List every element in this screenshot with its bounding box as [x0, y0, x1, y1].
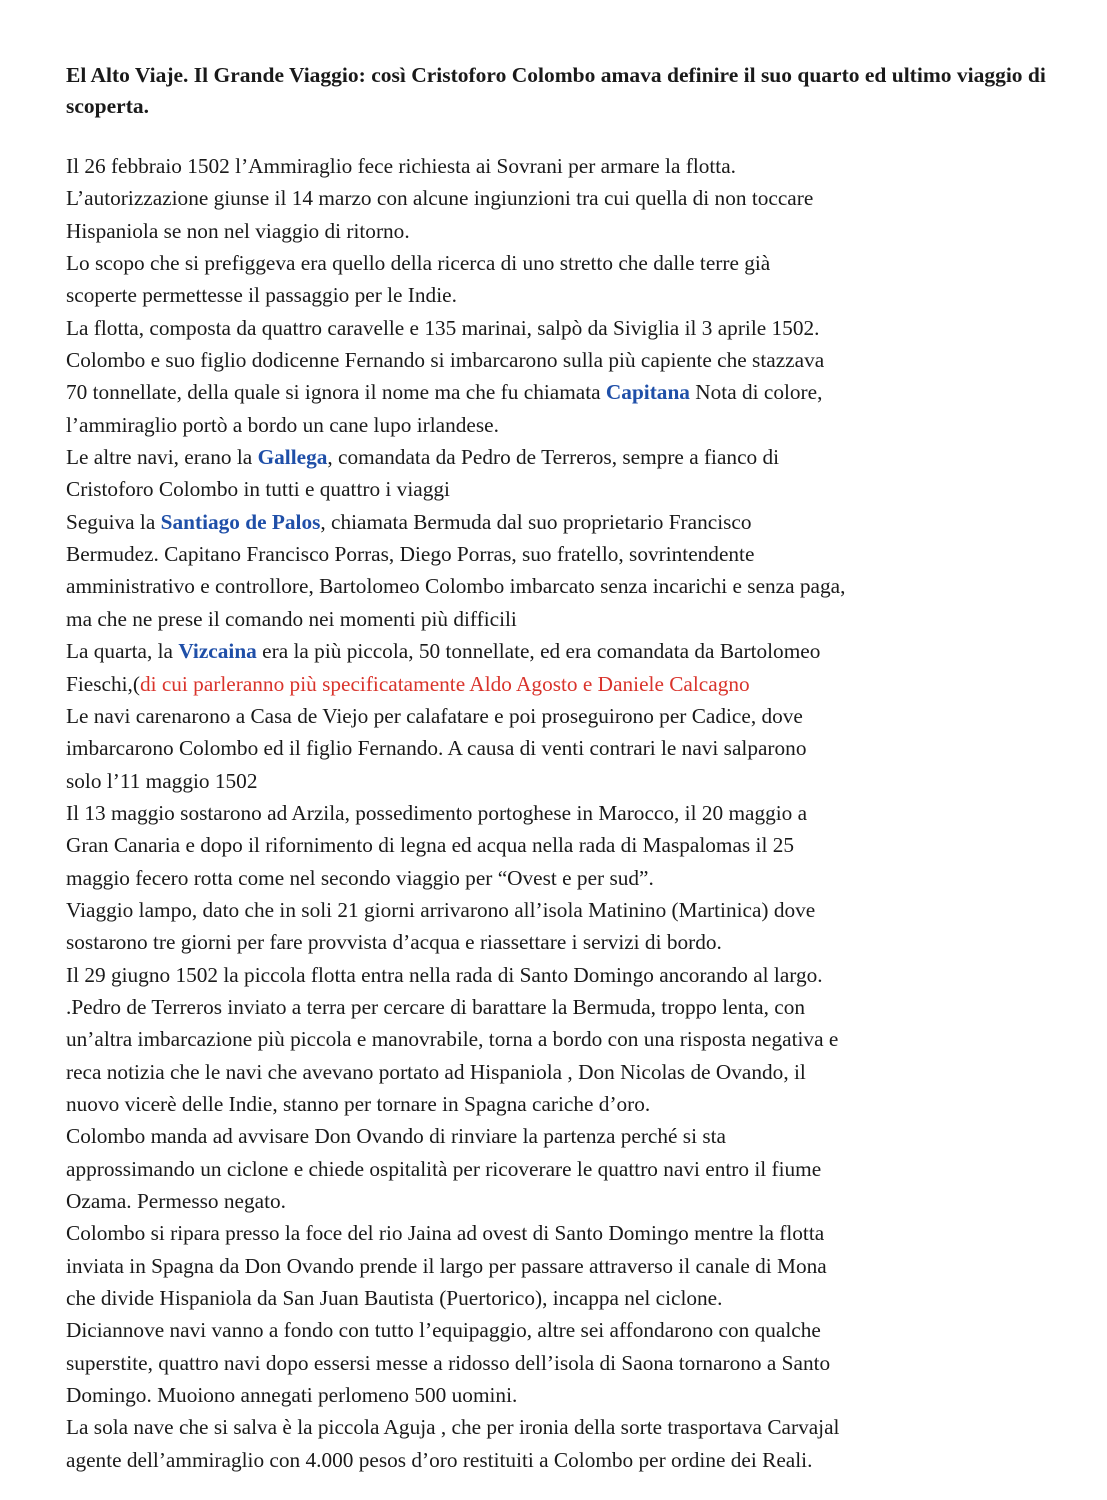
text-line: L’autorizzazione giunse il 14 marzo con alcune ingiunzioni tra cui quella di non toccare	[66, 186, 814, 211]
text-line: scoperte permettesse il passaggio per le Indie.	[66, 283, 457, 308]
text-line: sostarono tre giorni per fare provvista d’acqua e riassettare i servizi di bordo.	[66, 930, 722, 955]
text-line: nuovo vicerè delle Indie, stanno per tornare in Spagna cariche d’oro.	[66, 1091, 651, 1116]
text-line: La flotta, composta da quattro caravelle e 135 marinai, salpò da Siviglia il 3 aprile 1502.	[66, 315, 820, 340]
text-line: .Pedro de Terreros inviato a terra per cercare di barattare la Bermuda, troppo lenta, con	[66, 994, 806, 1019]
text-line: inviata in Spagna da Don Ovando prende il largo per passare attraverso il canale di Mona	[66, 1253, 827, 1278]
text-line: Lo scopo che si prefiggeva era quello della ricerca di uno stretto che dalle terre già	[66, 251, 771, 276]
text-line	[66, 441, 1086, 473]
text-line: Diciannove navi vanno a fondo con tutto l’equipaggio, altre sei affondarono con qualche	[66, 1318, 821, 1343]
text-segment: Nota di colore,	[689, 380, 823, 405]
text-segment: 70 tonnellate, della quale si ignora il nome ma che fu chiamata	[66, 380, 606, 405]
ship-name-capitana: Capitana	[605, 380, 690, 405]
text-line: l’ammiraglio portò a bordo un cane lupo irlandese.	[66, 412, 499, 437]
text-line	[66, 506, 1086, 538]
text-segment: era la più piccola, 50 tonnellate, ed era comandata da Bartolomeo	[256, 639, 821, 664]
text-line: Ozama. Permesso negato.	[66, 1189, 286, 1213]
text-segment: , comandata da Pedro de Terreros, sempre a fianco di	[327, 445, 780, 470]
text-line: imbarcarono Colombo ed il figlio Fernando. A causa di venti contrari le navi salparono	[66, 736, 807, 761]
text-line: Il 29 giugno 1502 la piccola flotta entra nella rada di Santo Domingo ancorando al largo.	[66, 962, 823, 987]
text-line: Bermudez. Capitano Francisco Porras, Diego Porras, suo fratello, sovrintendente	[66, 542, 755, 567]
text-segment: Fieschi,(	[66, 671, 140, 696]
text-segment: La quarta, la	[66, 639, 179, 664]
text-line: Il 13 maggio sostarono ad Arzila, possedimento portoghese in Marocco, il 20 maggio a	[66, 800, 808, 825]
highlighted-note: di cui parleranno più specificatamente Aldo Agosto e Daniele Calcagno	[139, 671, 750, 696]
ship-name-santiago-de-palos: Santiago de Palos	[160, 509, 321, 534]
text-line: che divide Hispaniola da San Juan Bautista (Puertorico), incappa nel ciclone.	[66, 1286, 723, 1311]
text-line: solo l’11 maggio 1502	[66, 768, 258, 793]
text-line: superstite, quattro navi dopo essersi messe a ridosso dell’isola di Saona tornarono a Santo	[66, 1350, 831, 1375]
text-line: un’altra imbarcazione più piccola e manovrabile, torna a bordo con una risposta negativa e	[66, 1027, 839, 1052]
text-line: Il 26 febbraio 1502 l’Ammiraglio fece richiesta ai Sovrani per armare la flotta.	[66, 154, 736, 178]
text-line: La sola nave che si salva è la piccola Aguja , che per ironia della sorte trasportava Carvajal	[66, 1415, 840, 1440]
text-line: Gran Canaria e dopo il rifornimento di legna ed acqua nella rada di Maspalomas il 25	[66, 833, 794, 858]
ship-name-vizcaina: Vizcaina	[178, 639, 257, 664]
text-line: Domingo. Muoiono annegati perlomeno 500 uomini.	[66, 1383, 518, 1408]
text-line: reca notizia che le navi che avevano portato ad Hispaniola , Don Nicolas de Ovando, il	[66, 1059, 806, 1084]
text-line: ma che ne prese il comando nei momenti più difficili	[66, 606, 517, 631]
text-line: Cristoforo Colombo in tutti e quattro i viaggi	[66, 477, 450, 502]
text-line: agente dell’ammiraglio con 4.000 pesos d’oro restituiti a Colombo per ordine dei Reali.	[66, 1447, 813, 1472]
text-segment: Seguiva la	[66, 509, 161, 534]
text-line: amministrativo e controllore, Bartolomeo Colombo imbarcato senza incarichi e senza paga,	[66, 574, 846, 599]
document-title: El Alto Viaje. Il Grande Viaggio: così Cristoforo Colombo amava definire il suo quarto ed ultimo viaggio di scoperta.	[66, 63, 1046, 118]
text-line: Colombo manda ad avvisare Don Ovando di rinviare la partenza perché si sta	[66, 1124, 726, 1149]
ship-name-gallega: Gallega	[257, 445, 328, 470]
text-line: Colombo si ripara presso la foce del rio Jaina ad ovest di Santo Domingo mentre la flotta	[66, 1221, 825, 1246]
text-line: maggio fecero rotta come nel secondo viaggio per “Ovest e per sud”.	[66, 865, 654, 890]
text-line	[66, 376, 1086, 408]
text-line: Le navi carenarono a Casa de Viejo per calafatare e poi proseguirono per Cadice, dove	[66, 703, 803, 728]
text-line	[66, 668, 1086, 700]
text-line: Colombo e suo figlio dodicenne Fernando si imbarcarono sulla più capiente che stazzava	[66, 348, 825, 373]
text-segment: Le altre navi, erano la	[66, 445, 258, 470]
text-line: Hispaniola se non nel viaggio di ritorno.	[66, 218, 410, 243]
document-body	[66, 150, 1086, 1476]
text-segment: , chiamata Bermuda dal suo proprietario Francisco	[320, 509, 752, 534]
text-line: Viaggio lampo, dato che in soli 21 giorni arrivarono all’isola Matinino (Martinica) dove	[66, 897, 816, 922]
text-line: approssimando un ciclone e chiede ospitalità per ricoverare le quattro navi entro il fiume	[66, 1156, 822, 1181]
text-line	[66, 635, 1086, 667]
